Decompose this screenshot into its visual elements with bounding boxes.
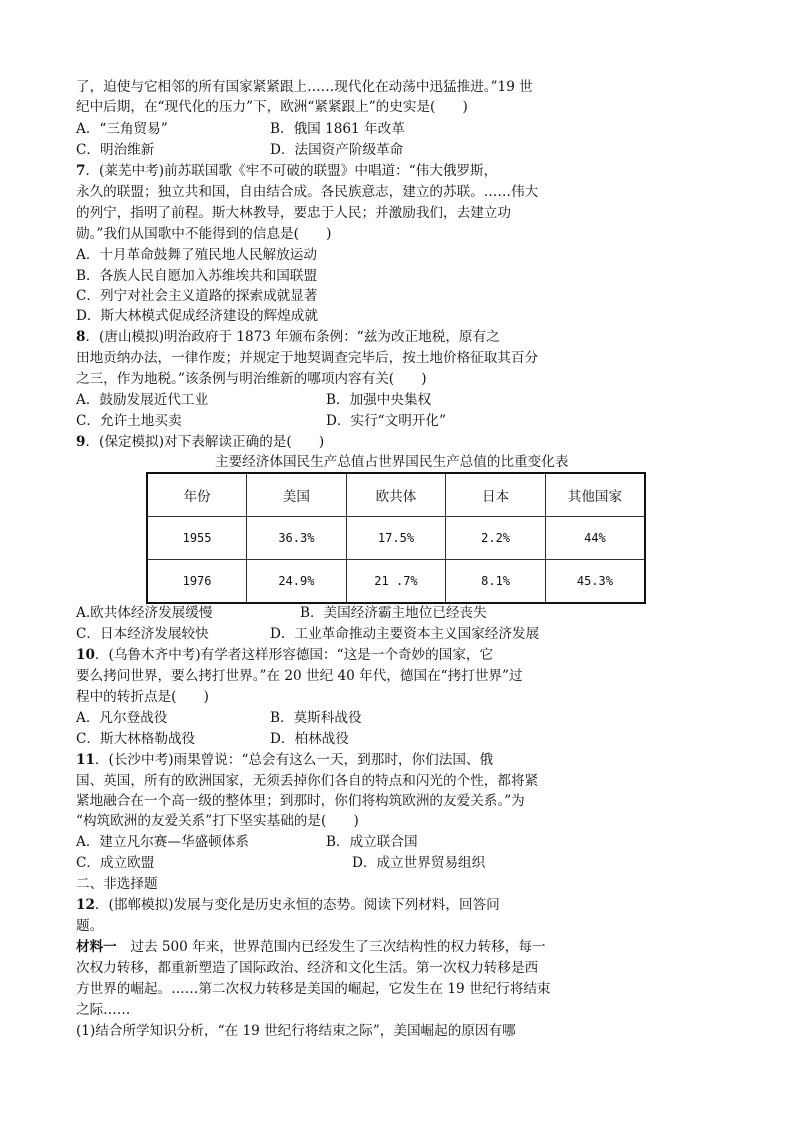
- text-line: C．成立欧盟: [76, 855, 155, 871]
- text-line: “构筑欧洲的友爱关系”打下坚实基础的是( ): [76, 813, 359, 829]
- text-line: 紧地融合在一个高一级的整体里；到那时，你们将构筑欧洲的友爱关系。”为: [76, 793, 525, 809]
- header-cell-japan: 日本: [446, 473, 546, 517]
- table-cell: 1955: [147, 517, 247, 560]
- text-line: C．允许土地买卖: [76, 413, 182, 429]
- table-cell: 21 .7%: [346, 560, 446, 604]
- text-line: A．十月革命鼓舞了殖民地人民解放运动: [76, 247, 317, 263]
- text-line: 勋。”我们从国歌中不能得到的信息是( ): [76, 226, 332, 242]
- text-line: D．实行“文明开化”: [326, 413, 446, 429]
- text-line: 永久的联盟；独立共和国，自由结合成。各民族意志，建立的苏联。……伟大: [76, 184, 539, 200]
- text-line: C．斯大林格勒战役: [76, 731, 196, 747]
- text-line: D．法国资产阶级革命: [270, 142, 404, 158]
- header-cell-usa: 美国: [247, 473, 347, 517]
- text-line: 之三，作为地税。”该条例与明治维新的哪项内容有关( ): [76, 371, 427, 387]
- text-line: 7．(莱芜中考)前苏联国歌《牢不可破的联盟》中唱道：“伟大俄罗斯，: [76, 163, 498, 179]
- table-cell: 45.3%: [545, 560, 645, 604]
- text-line: 国、英国，所有的欧洲国家，无须丢掉你们各自的特点和闪光的个性，都将紧: [76, 773, 539, 789]
- text-line: 题。: [76, 918, 104, 934]
- text-line: B．加强中央集权: [326, 392, 432, 408]
- text-line: 要么拷问世界，要么拷打世界。”在 20 世纪 40 年代，德国在“拷打世界”过: [76, 668, 523, 684]
- text-line: B．莫斯科战役: [270, 710, 362, 726]
- text-line: 二、非选择题: [76, 876, 158, 892]
- text-line: A．鼓励发展近代工业: [76, 392, 209, 408]
- table-cell: 17.5%: [346, 517, 446, 560]
- table-cell: 8.1%: [446, 560, 546, 604]
- text-line: A．“三角贸易”: [76, 121, 168, 137]
- table-cell: 44%: [545, 517, 645, 560]
- text-line: 11．(长沙中考)雨果曾说：“总会有这么一天，到那时，你们法国、俄: [76, 752, 494, 768]
- text-line: A.欧共体经济发展缓慢: [76, 605, 213, 621]
- text-line: C．列宁对社会主义道路的探索成就显著: [76, 288, 318, 304]
- text-line: B．美国经济霸主地位已经丧失: [300, 605, 487, 621]
- text-line: 之际……: [76, 1002, 131, 1018]
- gnp-share-table: [146, 472, 646, 604]
- table-cell: 1976: [147, 560, 247, 604]
- table-cell: 24.9%: [247, 560, 347, 604]
- text-line: 8．(唐山模拟)明治政府于 1873 年颁布条例：“兹为改正地税，原有之: [76, 329, 500, 345]
- text-line: D．工业革命推动主要资本主义国家经济发展: [270, 626, 540, 642]
- text-line: 10．(乌鲁木齐中考)有学者这样形容德国：“这是一个奇妙的国家，它: [76, 647, 494, 663]
- header-cell-year: 年份: [147, 473, 247, 517]
- table-cell: 36.3%: [247, 517, 347, 560]
- header-cell-others: 其他国家: [545, 473, 645, 517]
- table-header-row: [147, 473, 645, 517]
- text-line: C．日本经济发展较快: [76, 626, 209, 642]
- text-line: 田地贡纳办法，一律作废；并规定于地契调查完毕后，按土地价格征取其百分: [76, 350, 539, 366]
- text-line: D．斯大林模式促成经济建设的辉煌成就: [76, 308, 318, 324]
- text-line: 的列宁，指明了前程。斯大林教导，要忠于人民；并激励我们，去建立功: [76, 205, 511, 221]
- table-title: 主要经济体国民生产总值占世界国民生产总值的比重变化表: [215, 454, 569, 470]
- text-line: 程中的转折点是( ): [76, 689, 209, 705]
- text-line: 12．(邯郸模拟)发展与变化是历史永恒的态势。阅读下列材料，回答问: [76, 897, 500, 913]
- text-line: B．成立联合国: [326, 834, 418, 850]
- text-line: 方世界的崛起。……第二次权力转移是美国的崛起，它发生在 19 世纪行将结束: [76, 981, 551, 997]
- text-line: 次权力转移，都重新塑造了国际政治、经济和文化生活。第一次权力转移是西: [76, 960, 539, 976]
- text-line: D．柏林战役: [270, 731, 349, 747]
- header-cell-eec: 欧共体: [346, 473, 446, 517]
- text-line: D．成立世界贸易组织: [352, 855, 486, 871]
- text-line: (1)结合所学知识分析，“在 19 世纪行将结束之际”，美国崛起的原因有哪: [76, 1023, 516, 1039]
- text-line: 纪中后期，在“现代化的压力”下，欧洲“紧紧跟上”的史实是( ): [76, 99, 468, 115]
- table-cell: 2.2%: [446, 517, 546, 560]
- text-line: A．凡尔登战役: [76, 710, 168, 726]
- text-line: A．建立凡尔赛—华盛顿体系: [76, 834, 249, 850]
- text-line: 9．(保定模拟)对下表解读正确的是( ): [76, 434, 325, 450]
- text-line: C．明治维新: [76, 142, 155, 158]
- text-line: B．俄国 1861 年改革: [270, 121, 405, 137]
- text-line: 了，迫使与它相邻的所有国家紧紧跟上……现代化在动荡中迅猛推进。”19 世: [76, 79, 533, 95]
- text-line: B．各族人民自愿加入苏维埃共和国联盟: [76, 268, 318, 284]
- table-row: [147, 560, 645, 604]
- text-line: 材料一 过去 500 年来，世界范围内已经发生了三次结构性的权力转移，每一: [76, 939, 546, 955]
- table-row: [147, 517, 645, 560]
